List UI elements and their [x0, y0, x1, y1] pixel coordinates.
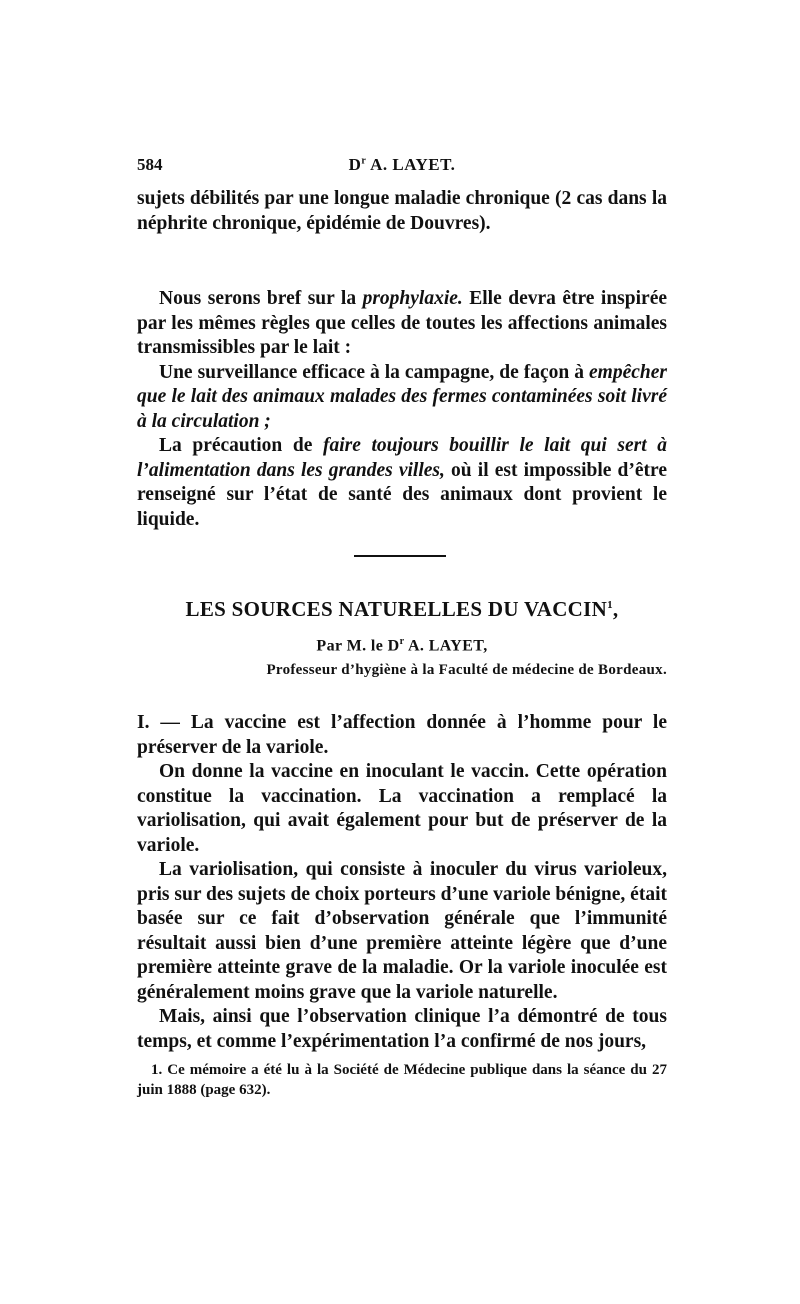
footnote: [137, 1060, 667, 1100]
footnote-text: 1. Ce mémoire a été lu à la Société de Médecine publique dans la séance du 27 juin 1888 (page 632).: [137, 1062, 667, 1098]
body-paragraph-1: I. — La vaccine est l’affection donnée à l’homme pour le préserver de la variole.: [137, 712, 667, 758]
author-affiliation: Professeur d’hygiène à la Faculté de médecine de Bordeaux.: [266, 662, 667, 678]
page-number: 584: [137, 155, 163, 174]
body-paragraph-3: La variolisation, qui consiste à inoculer du virus varioleux, pris sur des sujets de choix porteurs d’une variole bénigne, était basée sur ce fait d’observation générale que l’immunité résultait aussi bien d’une première atteinte légère que d’une première atteinte grave de la maladie. Or la variole inoculée est généralement moins grave que la variole naturelle.: [137, 859, 667, 1003]
page-header: [137, 155, 667, 177]
footnote-marker: 1: [607, 599, 613, 611]
section-divider: [354, 555, 446, 557]
article-title: LES SOURCES NATURELLES DU VACCIN$^1$,: [185, 597, 619, 621]
continuation-text: sujets débilités par une longue maladie chronique (2 cas dans la néphrite chronique, épidémie de Douvres).: [137, 188, 667, 234]
prophylaxie-paragraph-1: Nous serons bref sur la prophylaxie. Elle devra être inspirée par les mêmes règles que celles de toutes les affections animales transmissibles par le lait :: [137, 288, 668, 358]
running-head: $D^r$ A. LAYET.: [348, 155, 456, 174]
body-paragraph-4: Mais, ainsi que l’observation clinique l’a démontré de tous temps, et comme l’expérimentation l’a confirmé de nos jours,: [137, 1006, 667, 1052]
continuation-paragraph: [137, 187, 667, 236]
article-author: Par M. le $D^r$ A. LAYET,: [316, 636, 488, 655]
prophylaxie-paragraph-3: La précaution de faire toujours bouillir le lait qui sert à l’alimentation dans les grandes villes, où il est impossible d’être renseigné sur l’état de santé des animaux dont provient le liquide.: [137, 435, 667, 530]
article-body: [137, 711, 667, 1054]
prophylaxie-paragraph-2: Une surveillance efficace à la campagne, de façon à empêcher que le lait des animaux malades des fermes contaminées soit livré à la circulation ;: [137, 361, 667, 432]
body-paragraph-2: On donne la vaccine en inoculant le vaccin. Cette opération constitue la vaccination. La vaccination a remplacé la variolisation, qui avait également pour but de préserver de la variole.: [137, 761, 667, 856]
prophylaxie-section: [137, 287, 667, 532]
